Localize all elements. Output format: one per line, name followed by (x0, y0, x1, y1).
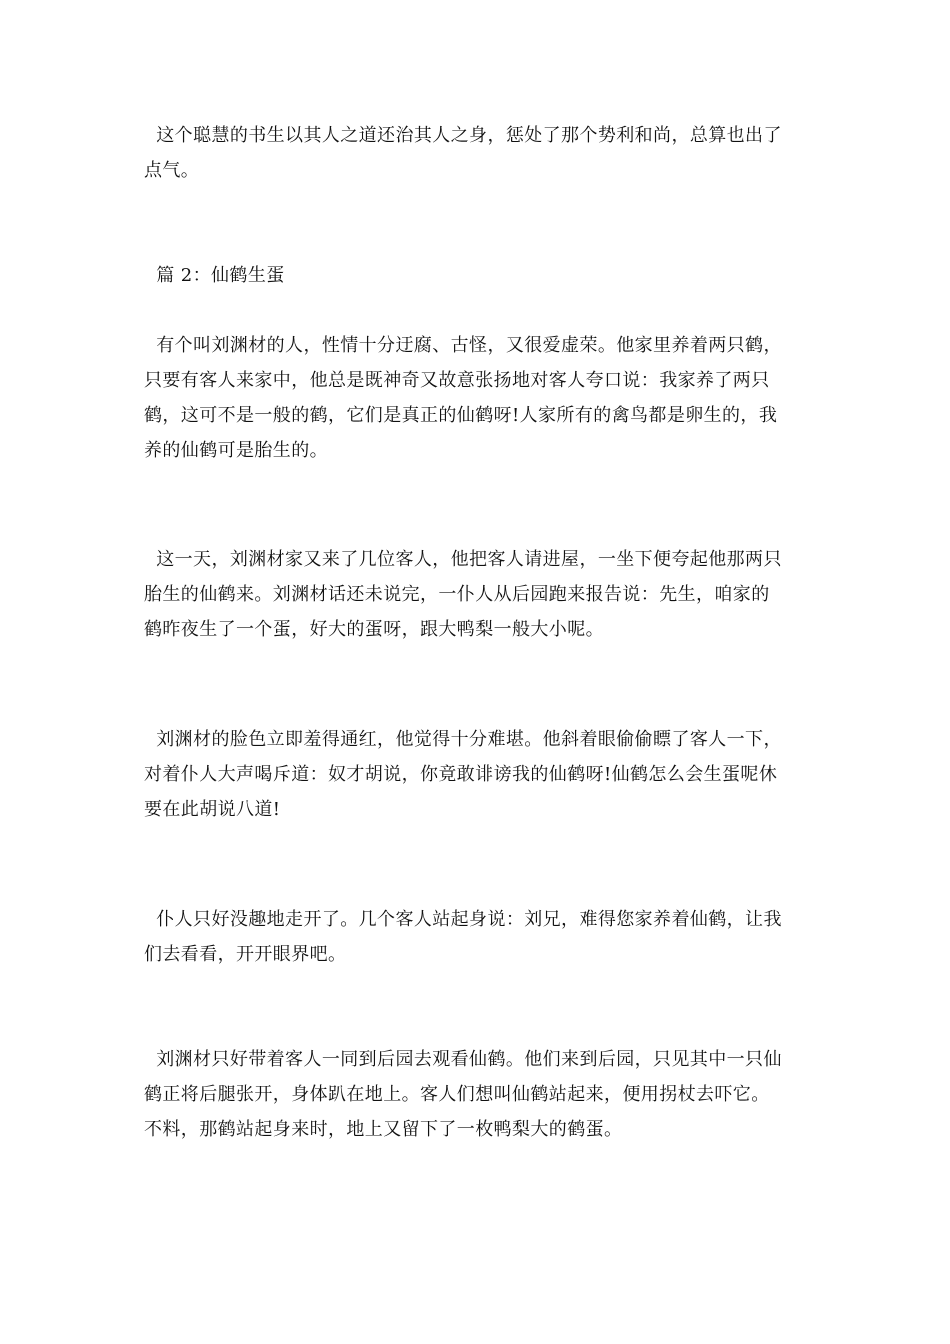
text-line: 鹤，这可不是一般的鹤，它们是真正的仙鹤呀!人家所有的禽鸟都是卵生的，我 (144, 405, 778, 426)
paragraph-garden (144, 1042, 808, 1147)
paragraph-servant-leaves (144, 902, 808, 972)
text-line: 仆人只好没趣地走开了。几个客人站起身说：刘兄，难得您家养着仙鹤，让我 (156, 909, 782, 930)
text-line: 刘渊材只好带着客人一同到后园去观看仙鹤。他们来到后园，只见其中一只仙 (156, 1049, 782, 1070)
text-line: 要在此胡说八道! (144, 799, 281, 820)
text-line: 只要有客人来家中，他总是既神奇又故意张扬地对客人夸口说：我家养了两只 (144, 370, 770, 391)
text-line: 这一天，刘渊材家又来了几位客人，他把客人请进屋，一坐下便夸起他那两只 (156, 549, 782, 570)
text-line: 对着仆人大声喝斥道：奴才胡说，你竟敢诽谤我的仙鹤呀!仙鹤怎么会生蛋呢休 (144, 764, 778, 785)
text-line: 养的仙鹤可是胎生的。 (144, 440, 328, 461)
text-line: 鹤昨夜生了一个蛋，好大的蛋呀，跟大鸭梨一般大小呢。 (144, 619, 604, 640)
section-heading (144, 258, 808, 293)
text-line: 鹤正将后腿张开，身体趴在地上。客人们想叫仙鹤站起来，便用拐杖去吓它。 (144, 1084, 770, 1105)
paragraph-guests (144, 542, 808, 647)
text-line: 不料，那鹤站起身来时，地上又留下了一枚鸭梨大的鹤蛋。 (144, 1119, 623, 1140)
text-line: 们去看看，开开眼界吧。 (144, 944, 347, 965)
paragraph-embarrassed (144, 722, 808, 827)
text-line: 胎生的仙鹤来。刘渊材话还未说完，一仆人从后园跑来报告说：先生，咱家的 (144, 584, 770, 605)
heading-text: 篇 2：仙鹤生蛋 (156, 265, 285, 286)
text-line: 这个聪慧的书生以其人之道还治其人之身，惩处了那个势利和尚，总算也出了 (156, 125, 782, 146)
text-line: 有个叫刘渊材的人，性情十分迂腐、古怪，又很爱虚荣。他家里养着两只鹤， (156, 335, 782, 356)
text-line: 刘渊材的脸色立即羞得通红，他觉得十分难堪。他斜着眼偷偷瞟了客人一下， (156, 729, 782, 750)
text-line: 点气。 (144, 160, 200, 181)
paragraph-conclusion (144, 118, 808, 188)
paragraph-intro (144, 328, 808, 468)
